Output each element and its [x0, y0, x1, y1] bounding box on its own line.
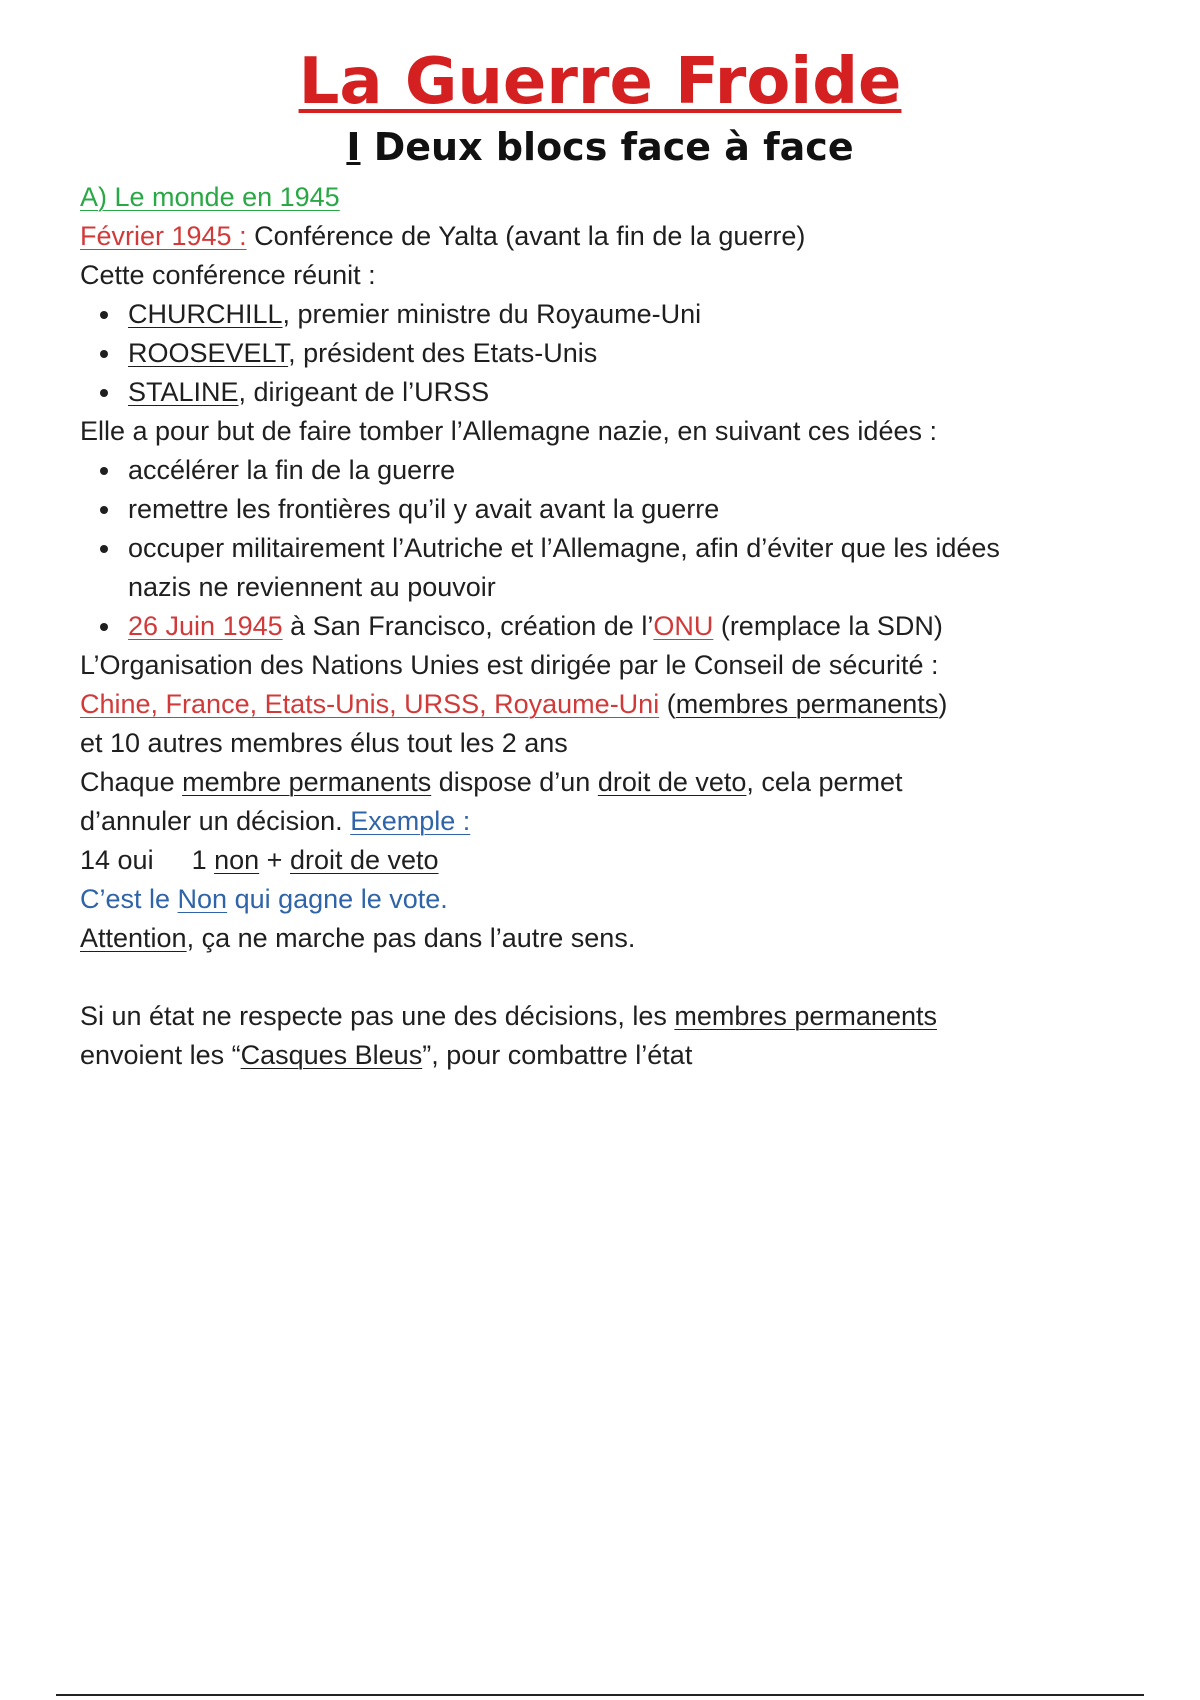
goal-intro: Elle a pour but de faire tomber l’Allemagne nazie, en suivant ces idées :	[80, 416, 937, 446]
list-item: CHURCHILL, premier ministre du Royaume-Uni	[80, 295, 1140, 334]
vote-result-line: C’est le Non qui gagne le vote.	[80, 884, 448, 914]
onu-date: 26 Juin 1945	[128, 611, 283, 641]
sanction-line: Si un état ne respecte pas une des décisions, les membres permanents	[80, 1001, 937, 1031]
list-item: accélérer la fin de la guerre	[80, 451, 1140, 490]
list-item: ROOSEVELT, président des Etats-Unis	[80, 334, 1140, 373]
security-council-line: L’Organisation des Nations Unies est dirigée par le Conseil de sécurité :	[80, 650, 939, 680]
veto-line: Chaque membre permanents dispose d’un droit de veto, cela permet	[80, 767, 903, 797]
yalta-date: Février 1945 :	[80, 221, 247, 251]
leaders-list	[80, 295, 1140, 412]
yalta-line: Février 1945 : Conférence de Yalta (avant la fin de la guerre)	[80, 221, 806, 251]
cancel-decision-line: d’annuler un décision. Exemple :	[80, 806, 471, 836]
chapter-title: Deux blocs face à face	[360, 125, 854, 169]
onu-acronym: ONU	[653, 611, 714, 641]
attention-line: Attention, ça ne marche pas dans l’autre sens.	[80, 923, 636, 953]
list-item: 26 Juin 1945 à San Francisco, création de l’ONU (remplace la SDN)	[80, 607, 1140, 646]
elected-members-line: et 10 autres membres élus tout les 2 ans	[80, 728, 568, 758]
conference-intro: Cette conférence réunit :	[80, 260, 376, 290]
casques-bleus-line: envoient les “Casques Bleus”, pour combattre l’état	[80, 1040, 693, 1070]
example-label: Exemple :	[350, 806, 471, 836]
list-item: occuper militairement l’Autriche et l’Allemagne, afin d’éviter que les idées nazis ne reviennent au pouvoir	[80, 529, 1140, 607]
chapter-heading	[0, 124, 1200, 170]
list-item: remettre les frontières qu’il y avait avant la guerre	[80, 490, 1140, 529]
permanent-members-line: Chine, France, Etats-Unis, URSS, Royaume-Uni (membres permanents)	[80, 689, 948, 719]
document-body	[80, 178, 1140, 1075]
ideas-list	[80, 451, 1140, 646]
section-heading: A) Le monde en 1945	[80, 182, 340, 212]
list-item: STALINE, dirigeant de l’URSS	[80, 373, 1140, 412]
vote-example-line: 14 oui 1 non + droit de veto	[80, 845, 439, 875]
footer-divider	[56, 1694, 1144, 1696]
document-title: La Guerre Froide	[298, 45, 902, 119]
chapter-number: I	[346, 125, 361, 169]
